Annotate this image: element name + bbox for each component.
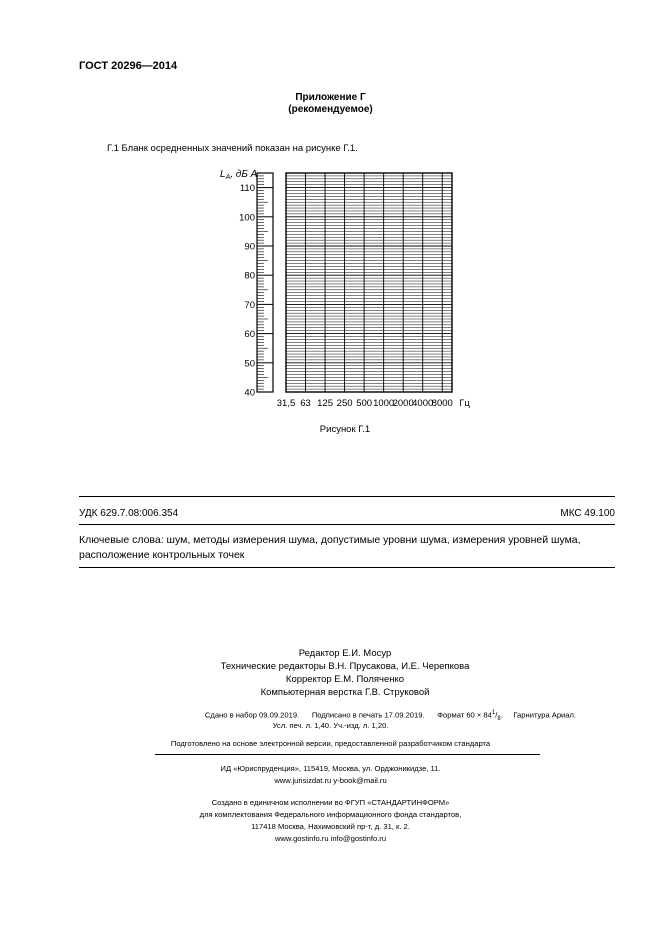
x-tick-label: 8000 <box>431 398 453 409</box>
x-axis-unit: Гц <box>459 398 470 409</box>
keywords-text: Ключевые слова: шум, методы измерения шума, допустимые уровни шума, измерения уровней шума, расположение контрольных точек <box>79 534 581 561</box>
tech-editors-line: Технические редакторы В.Н. Прусакова, И.Е. Черепкова <box>220 661 470 672</box>
layout-line: Компьютерная верстка Г.В. Струковой <box>260 687 430 698</box>
y-tick-label: 80 <box>244 270 255 282</box>
print-info-line2: Усл. печ. л. 1,40. Уч.-изд. л. 1,20. <box>272 721 389 730</box>
x-tick-label: 250 <box>336 398 353 409</box>
y-scale-column <box>257 173 273 392</box>
annex-title: Приложение Г <box>295 92 366 103</box>
x-tick-label: 2000 <box>392 398 414 409</box>
print-info-line1: Сдано в набор 09.09.2019. Подписано в печать 17.09.2019. Формат $60 \times 84^1/_8$. Гарнитура Ариал. <box>204 710 577 723</box>
intro-paragraph: Г.1 Бланк осредненных значений показан на рисунке Г.1. <box>107 143 358 154</box>
measurement-form-chart <box>200 163 490 413</box>
editor-line: Редактор Е.И. Мосур <box>298 648 392 659</box>
divider-publisher <box>155 754 540 755</box>
publisher-block: ИД «Юриспруденция», 115419, Москва, ул. Орджоникидзе, 11. www.jurisizdat.ru y-book@mail.ru <box>220 764 441 785</box>
y-tick-labels <box>239 183 255 398</box>
print-info-line3: Подготовлено на основе электронной версии, предоставленной разработчиком стандарта <box>170 739 491 748</box>
grid-frame <box>286 173 452 392</box>
x-tick-label: 31,5 <box>276 398 296 409</box>
divider-top <box>79 496 615 497</box>
figure-caption: Рисунок Г.1 <box>319 424 371 435</box>
y-tick-label: 70 <box>244 299 255 311</box>
y-tick-label: 110 <box>239 183 255 195</box>
frequency-grid <box>286 173 452 392</box>
x-tick-labels <box>277 398 471 409</box>
y-tick-label: 60 <box>244 329 255 341</box>
document-header: ГОСТ 20296—2014 <box>79 60 178 72</box>
y-tick-label: 40 <box>244 387 255 399</box>
annex-subtitle: (рекомендуемое) <box>288 104 373 115</box>
x-tick-label: 1000 <box>373 398 395 409</box>
y-tick-label: 50 <box>244 358 255 370</box>
y-tick-label: 90 <box>244 241 255 253</box>
x-tick-label: 63 <box>300 398 311 409</box>
x-tick-label: 125 <box>317 398 333 409</box>
credits-block <box>0 647 661 699</box>
y-axis-label: $L_A$, дБ А <box>220 169 258 181</box>
divider-bottom <box>79 567 615 568</box>
mks-code: МКС 49.100 <box>560 508 615 519</box>
proofreader-line: Корректор Е.М. Поляченко <box>285 674 405 685</box>
x-tick-label: 500 <box>356 398 373 409</box>
scale-frame <box>257 173 273 392</box>
divider-middle <box>79 524 615 525</box>
udk-code: УДК 629.7.08:006.354 <box>79 508 179 519</box>
y-tick-label: 100 <box>239 212 255 224</box>
producer-block: Создано в единичном исполнении во ФГУП «СТАНДАРТИНФОРМ» для комплектования Федерального информационного фонда стандартов, 117418 Москва, Нахимовский пр-т, д. 31, к. 2. www.gostinfo.ru info@gostinfo.ru <box>199 798 462 843</box>
x-tick-label: 4000 <box>412 398 434 409</box>
